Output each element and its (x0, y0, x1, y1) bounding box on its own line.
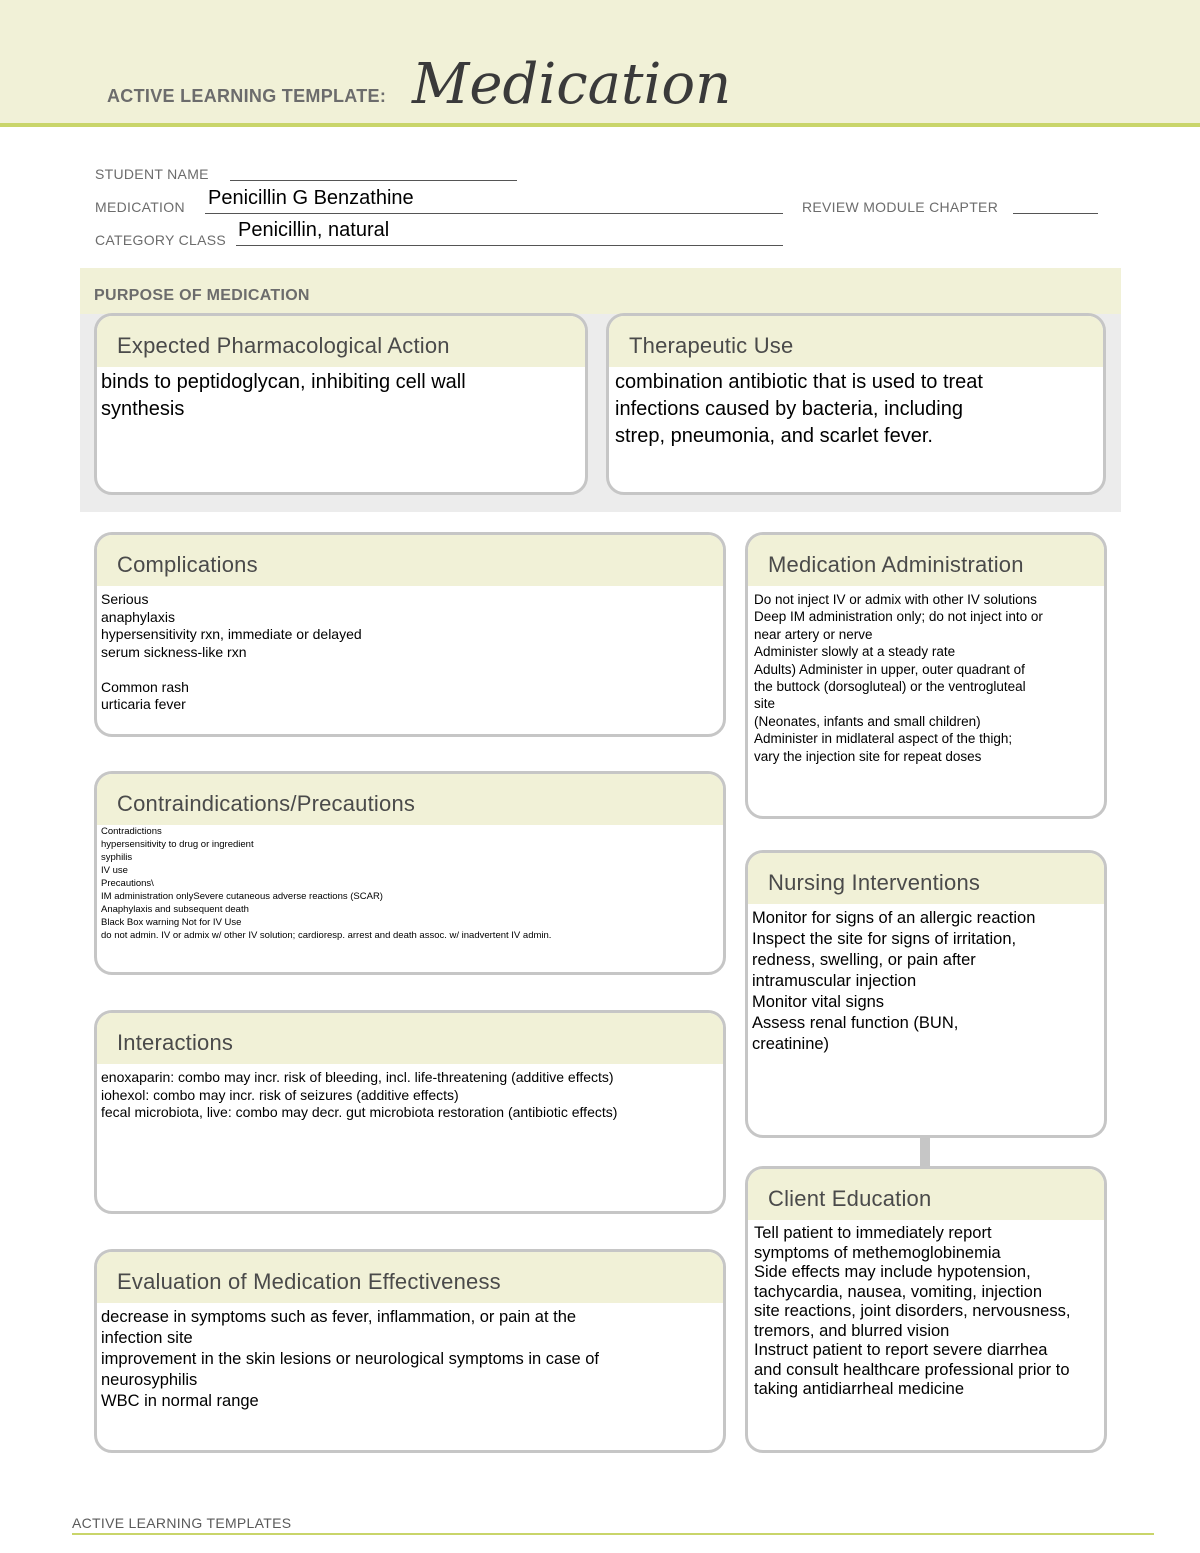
therapeutic-use-title: Therapeutic Use (629, 333, 794, 358)
purpose-title: PURPOSE OF MEDICATION (94, 287, 310, 304)
interactions-title: Interactions (117, 1030, 234, 1055)
category-class-line (236, 245, 783, 246)
nursing-title: Nursing Interventions (768, 870, 981, 895)
administration-title: Medication Administration (768, 552, 1024, 577)
administration-text[interactable]: Do not inject IV or admix with other IV solutions Deep IM administration only; do not inject into or near artery or nerve Administer slowly at a steady rate Adults) Administer in upper, outer quadrant of the buttock (dorsogluteal) or the ventrogluteal site (Neonates, infants and small children) Administer in midlateral aspect of the thigh; vary the injection site for repeat doses (754, 592, 1043, 764)
therapeutic-use-box (606, 313, 1106, 495)
student-name-label: STUDENT NAME (95, 166, 209, 182)
complications-box (94, 532, 726, 737)
expected-action-box (94, 313, 588, 495)
student-name-line (230, 180, 517, 181)
administration-box (745, 532, 1107, 819)
footer-rule (72, 1533, 1154, 1535)
expected-action-text[interactable]: binds to peptidoglycan, inhibiting cell wall synthesis (101, 371, 466, 420)
complications-text[interactable]: Serious anaphylaxis hypersensitivity rxn, immediate or delayed serum sickness-like rxn Common rash urticaria fever (101, 591, 362, 712)
medication-value[interactable]: Penicillin G Benzathine (208, 187, 414, 209)
contraindications-title: Contraindications/Precautions (117, 791, 416, 816)
medication-label: MEDICATION (95, 199, 185, 215)
category-class-value[interactable]: Penicillin, natural (238, 219, 390, 241)
interactions-box (94, 1010, 726, 1214)
expected-action-title: Expected Pharmacological Action (117, 333, 450, 358)
category-class-label: CATEGORY CLASS (95, 232, 227, 248)
review-module-line (1013, 213, 1098, 214)
review-module-label: REVIEW MODULE CHAPTER (802, 199, 999, 215)
interactions-text[interactable]: enoxaparin: combo may incr. risk of bleeding, incl. life-threatening (additive effects) iohexol: combo may incr. risk of seizures (additive effects) fecal microbiota, live: combo may decr. gut microbiota restoration (antibiotic effects) (101, 1069, 618, 1120)
connector-bar (920, 1137, 930, 1167)
contraindications-text[interactable]: Contradictions hypersensitivity to drug or ingredient syphilis IV use Precautions\ IM administration onlySevere cutaneous adverse reactions (SCAR) Anaphylaxis and subsequent death Black Box warning Not for IV Use do not admin. IV or admix w/ other IV solution; cardioresp. arrest and death assoc. w/ inadvertent IV admin. (101, 826, 552, 941)
medication-line (205, 213, 783, 214)
complications-title: Complications (117, 552, 258, 577)
therapeutic-use-text[interactable]: combination antibiotic that is used to treat infections caused by bacteria, including strep, pneumonia, and scarlet fever. (615, 371, 983, 447)
evaluation-box (94, 1249, 726, 1453)
education-box (745, 1166, 1107, 1453)
education-title: Client Education (768, 1186, 932, 1211)
contraindications-box (94, 771, 726, 975)
template-label: ACTIVE LEARNING TEMPLATE: (107, 86, 387, 106)
footer-label: ACTIVE LEARNING TEMPLATES (72, 1515, 292, 1531)
header-rule (0, 123, 1200, 127)
evaluation-title: Evaluation of Medication Effectiveness (117, 1269, 501, 1294)
nursing-box (745, 850, 1107, 1138)
evaluation-text[interactable]: decrease in symptoms such as fever, inflammation, or pain at the infection site improvement in the skin lesions or neurological symptoms in case of neurosyphilis WBC in normal range (101, 1308, 599, 1410)
page-title: Medication (412, 52, 732, 117)
education-text[interactable]: Tell patient to immediately report symptoms of methemoglobinemia Side effects may include hypotension, tachycardia, nausea, vomiting, injection site reactions, joint disorders, nervousness, tremors, and blurred vision Instruct patient to report severe diarrhea and consult healthcare professional prior to taking antidiarrheal medicine (754, 1224, 1071, 1398)
nursing-text[interactable]: Monitor for signs of an allergic reaction Inspect the site for signs of irritation, redness, swelling, or pain after intramuscular injection Monitor vital signs Assess renal function (BUN, creatinine) (752, 909, 1036, 1053)
